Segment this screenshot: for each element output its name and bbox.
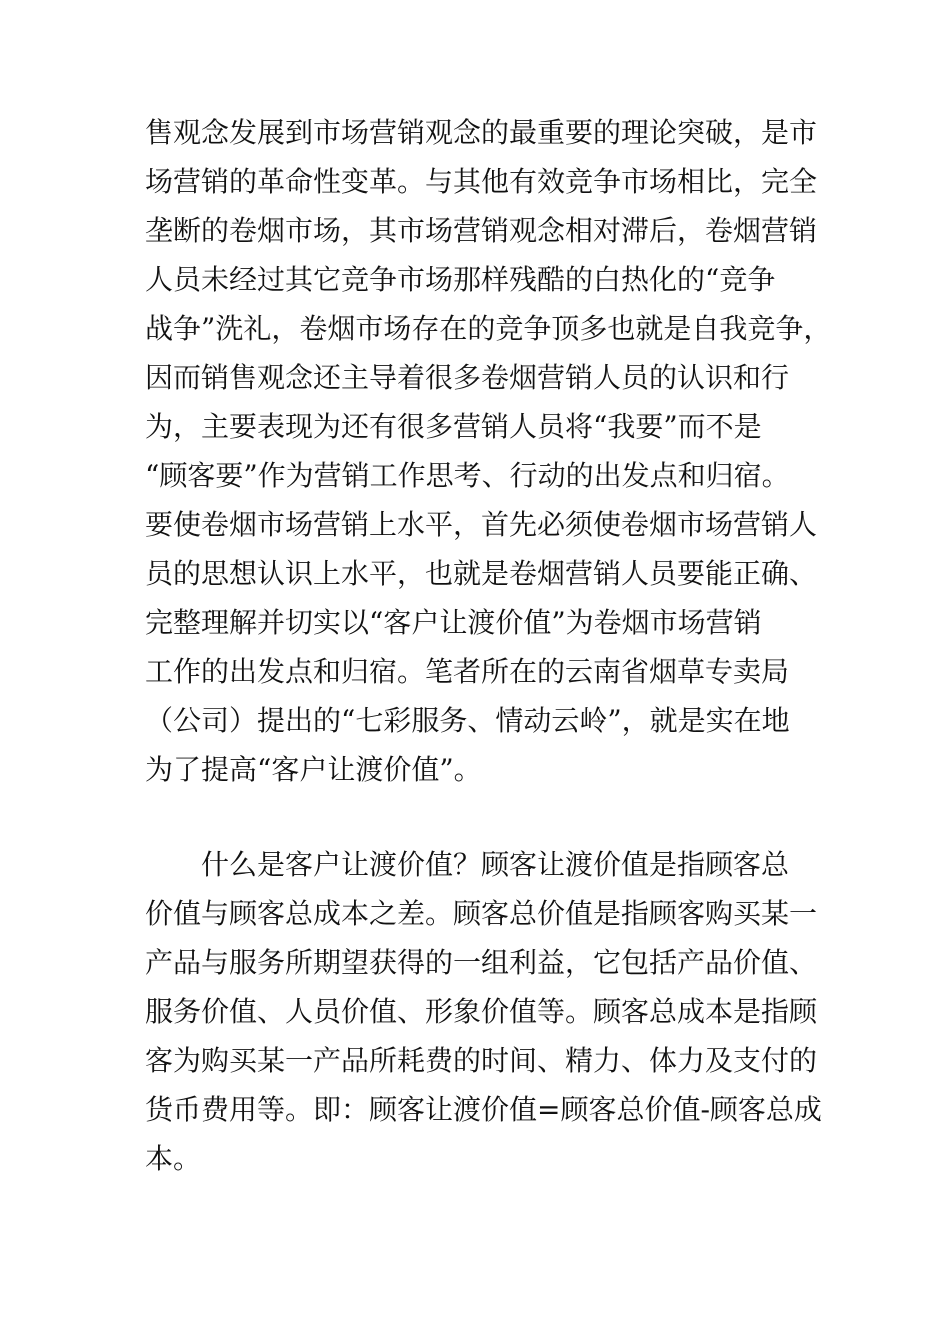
text-line: 战争”洗礼，卷烟市场存在的竞争顶多也就是自我竞争，: [145, 312, 832, 345]
text-line: （公司）提出的“七彩服务、情动云岭”，就是实在地: [145, 704, 790, 737]
text-line: 为了提高“客户让渡价值”。: [145, 753, 482, 786]
text-line: 货币费用等。即：顾客让渡价值=顾客总价值-顾客总成: [145, 1093, 822, 1126]
text-line: 价值与顾客总成本之差。顾客总价值是指顾客购买某一: [145, 897, 818, 930]
text-line: 什么是客户让渡价值？顾客让渡价值是指顾客总: [145, 848, 790, 881]
paragraph-1: [145, 108, 835, 794]
paragraph-2: [145, 840, 835, 1183]
text-line: 客为购买某一产品所耗费的时间、精力、体力及支付的: [145, 1044, 818, 1077]
text-line: 本。: [145, 1142, 202, 1175]
text-line: 售观念发展到市场营销观念的最重要的理论突破，是市: [145, 116, 818, 149]
text-line: 因而销售观念还主导着很多卷烟营销人员的认识和行: [145, 361, 790, 394]
text-line: 场营销的革命性变革。与其他有效竞争市场相比，完全: [145, 165, 818, 198]
text-line: 服务价值、人员价值、形象价值等。顾客总成本是指顾: [145, 995, 818, 1028]
text-line: 完整理解并切实以“客户让渡价值”为卷烟市场营销: [145, 606, 762, 639]
text-line: 员的思想认识上水平，也就是卷烟营销人员要能正确、: [145, 557, 818, 590]
text-line: 为，主要表现为还有很多营销人员将“我要”而不是: [145, 410, 762, 443]
text-line: 垄断的卷烟市场，其市场营销观念相对滞后，卷烟营销: [145, 214, 818, 247]
text-line: “顾客要”作为营销工作思考、行动的出发点和归宿。: [145, 459, 790, 492]
text-line: 产品与服务所期望获得的一组利益，它包括产品价值、: [145, 946, 818, 979]
text-line: 工作的出发点和归宿。笔者所在的云南省烟草专卖局: [145, 655, 790, 688]
text-line: 要使卷烟市场营销上水平，首先必须使卷烟市场营销人: [145, 508, 818, 541]
text-line: 人员未经过其它竞争市场那样残酷的白热化的“竞争: [145, 263, 776, 296]
